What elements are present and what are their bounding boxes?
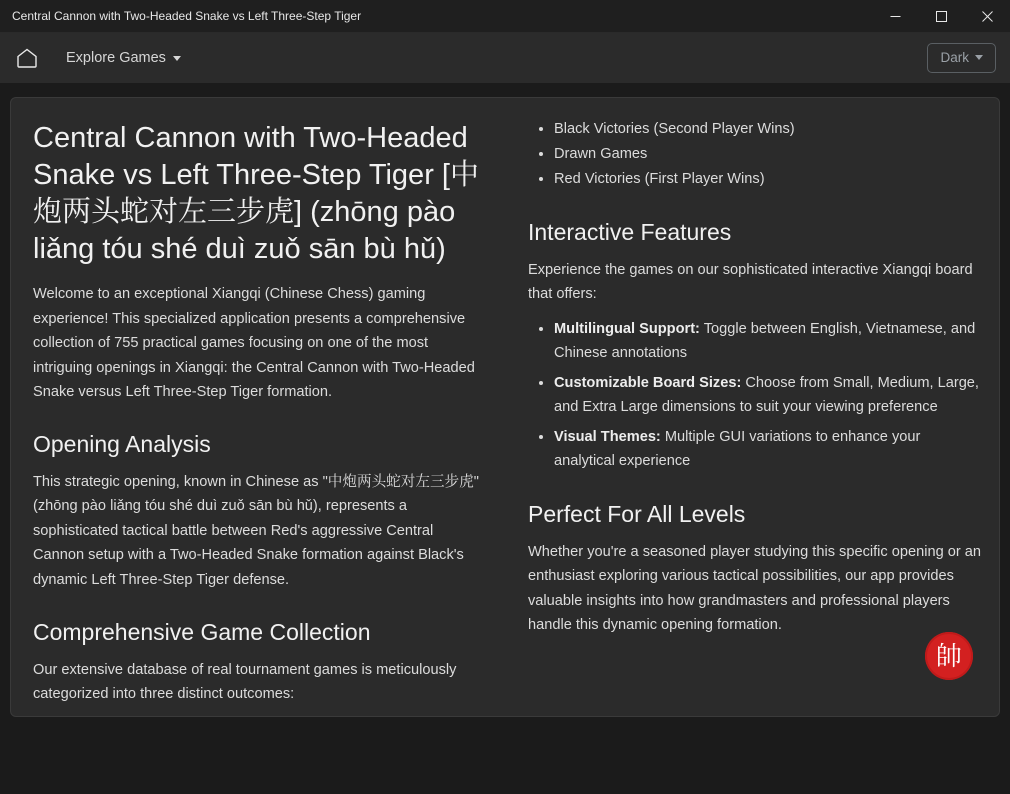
feature-text: Multiple GUI variations to enhance your analytical experience <box>554 429 921 469</box>
opening-analysis-heading: Opening Analysis <box>33 431 211 458</box>
feature-label: Visual Themes: <box>554 429 661 446</box>
chevron-down-icon <box>975 55 983 60</box>
left-column <box>33 116 488 716</box>
maximize-button[interactable] <box>918 0 964 32</box>
features-list <box>528 318 983 474</box>
theme-selector-label: Dark <box>940 50 969 65</box>
interactive-features-heading: Interactive Features <box>528 218 732 245</box>
title-bar <box>0 0 1010 33</box>
navbar-left <box>14 45 181 71</box>
theme-selector-button[interactable] <box>927 43 996 73</box>
list-item: • Drawn Games <box>554 143 983 167</box>
list-item <box>554 426 983 474</box>
list-item: • Black Victories (Second Player Wins) <box>554 118 983 142</box>
feature-text: Choose from Small, Medium, Large, and Extra Large dimensions to suit your viewing preference <box>554 375 979 416</box>
feature-label: Multilingual Support: <box>554 321 700 338</box>
navbar <box>0 33 1010 83</box>
feature-label: Customizable Board Sizes: <box>554 375 742 392</box>
feature-text: Toggle between English, Vietnamese, and Chinese annotations <box>554 321 976 362</box>
list-item <box>554 372 983 420</box>
interactive-features-text: Experience the games on our sophisticated interactive Xiangqi board that offers: <box>528 261 973 303</box>
nav-explore-games[interactable] <box>66 50 181 66</box>
list-item <box>554 318 983 366</box>
perfect-for-all-levels-text: Whether you're a seasoned player studying this specific opening or an enthusiast exploring various tactical possibilities, our app provides valuable insights into how grandmasters and professional players handle this dynamic opening formation. <box>528 543 982 633</box>
content-card <box>10 97 1000 717</box>
outcomes-list <box>528 118 983 192</box>
page-body <box>0 83 1010 794</box>
home-icon[interactable] <box>14 45 40 71</box>
right-column <box>528 116 983 716</box>
xiangqi-piece-icon: 帥 <box>925 632 973 680</box>
collection-text: Our extensive database of real tournament games is meticulously categorized into three distinct outcomes: <box>33 661 457 703</box>
window-controls <box>872 0 1010 32</box>
close-button[interactable] <box>964 0 1010 32</box>
minimize-button[interactable] <box>872 0 918 32</box>
chevron-down-icon <box>173 56 181 61</box>
perfect-for-all-levels-heading: Perfect For All Levels <box>528 500 746 527</box>
intro-paragraph: Welcome to an exceptional Xiangqi (Chinese Chess) gaming experience! This specialized application presents a comprehensive collection of 755 practical games focusing on one of the most intriguing openings in Xiangqi: the Central Cannon with Two-Headed Snake versus Left Three-Step Tiger formation. <box>33 286 475 400</box>
page-title: Central Cannon with Two-Headed Snake vs Left Three-Step Tiger [中炮两头蛇对左三步虎] (zhōng pào liǎng tóu shé duì zuǒ sān bù hǔ) <box>33 122 479 266</box>
nav-explore-games-label: Explore Games <box>66 50 166 66</box>
list-item: • Red Victories (First Player Wins) <box>554 168 983 192</box>
window-title: Central Cannon with Two-Headed Snake vs Left Three-Step Tiger <box>12 9 362 23</box>
collection-heading: Comprehensive Game Collection <box>33 618 371 645</box>
opening-analysis-text: This strategic opening, known in Chinese as "中炮两头蛇对左三步虎" (zhōng pào liǎng tóu shé duì zuǒ sān bù hǔ), represents a sophisticated tactical battle between Red's aggressive Central Cannon setup with a Two-Headed Snake formation against Black's dynamic Left Three-Step Tiger defense. <box>33 474 479 588</box>
